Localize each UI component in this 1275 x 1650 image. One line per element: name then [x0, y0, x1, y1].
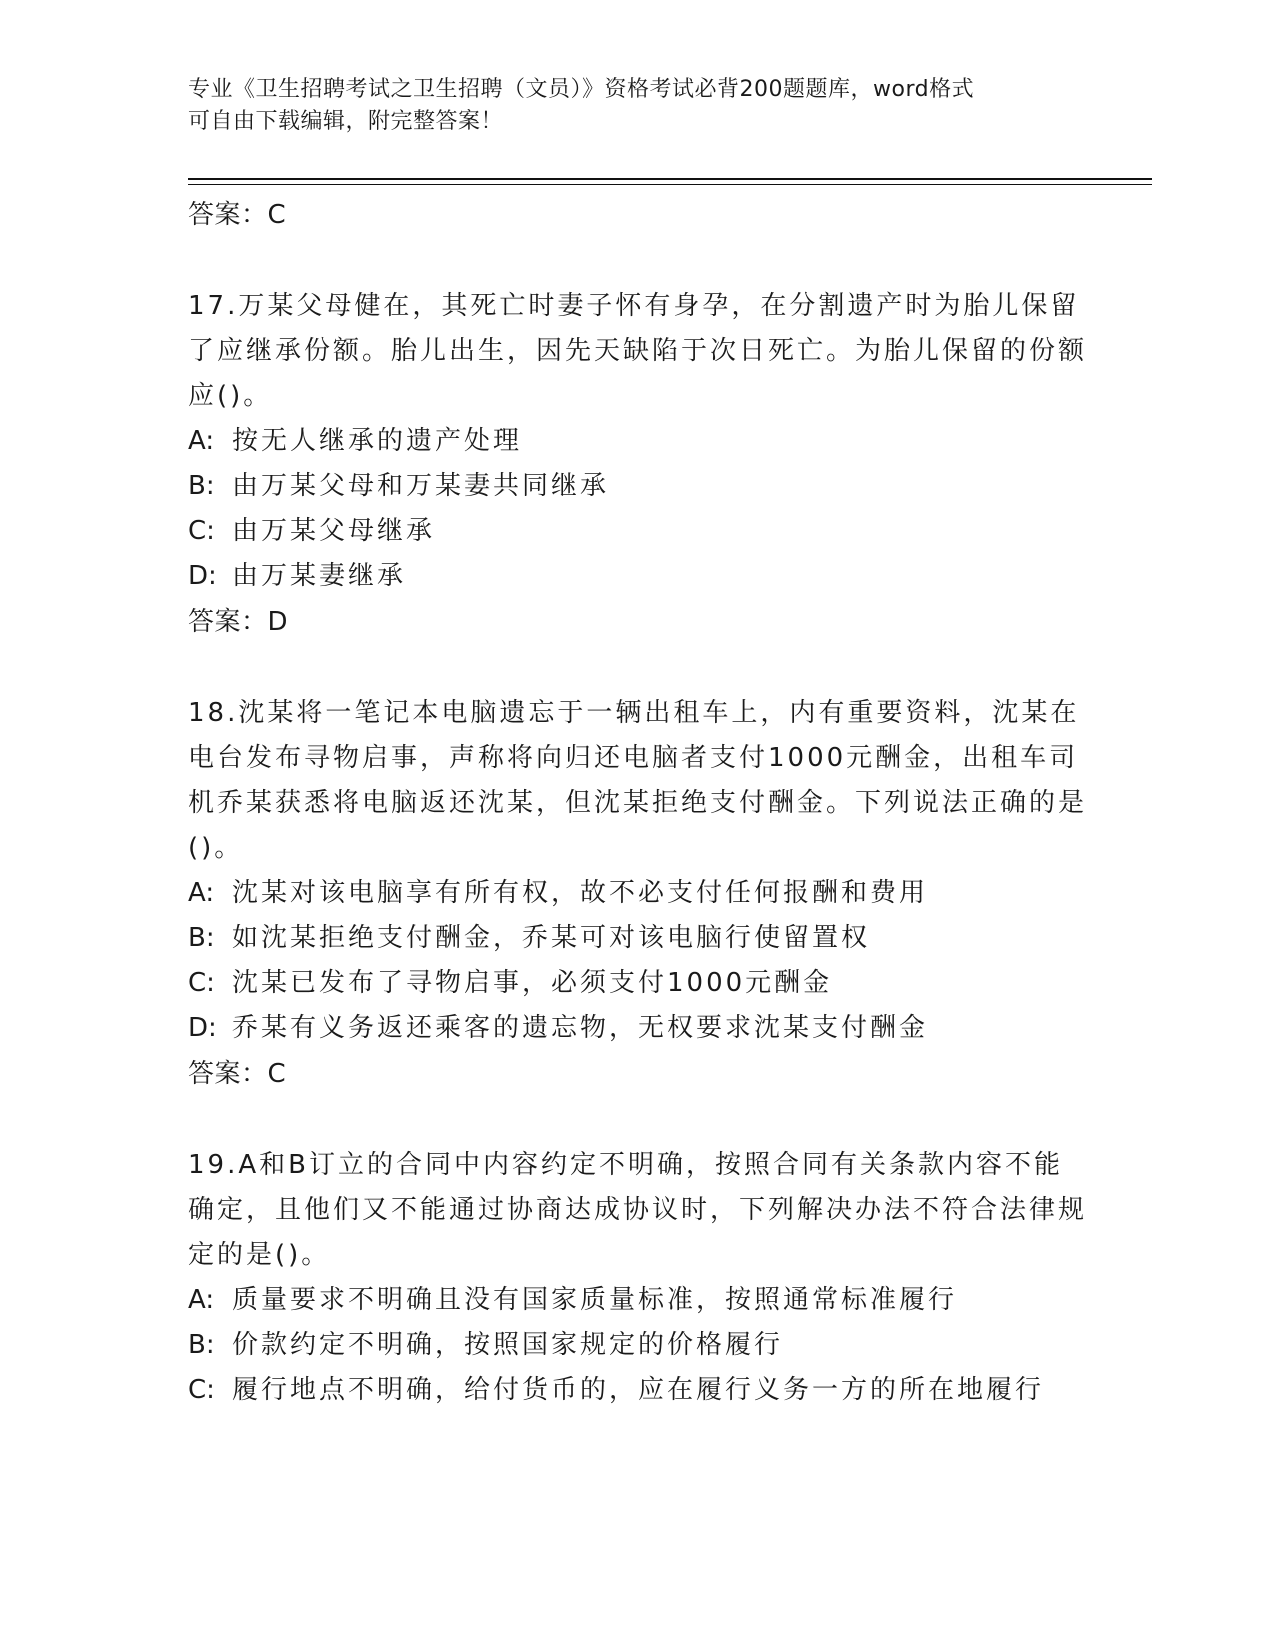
- spacer: [188, 645, 1088, 691]
- header-divider-thick: [188, 178, 1152, 180]
- option-letter: B:: [188, 1330, 215, 1360]
- page-header: [188, 74, 1078, 138]
- option-letter: A:: [188, 878, 215, 908]
- option-d: [188, 554, 1088, 599]
- option-letter: D:: [188, 561, 217, 591]
- option-letter: C:: [188, 1375, 215, 1405]
- option-c: [188, 1368, 1088, 1413]
- option-text: 价款约定不明确，按照国家规定的价格履行: [232, 1330, 784, 1360]
- option-a: [188, 871, 1088, 916]
- option-letter: B:: [188, 471, 215, 501]
- question-stem: 19.A和B订立的合同中内容约定不明确，按照合同有关条款内容不能确定，且他们又不能通过协商达成协议时，下列解决办法不符合法律规定的是()。: [188, 1150, 1088, 1270]
- option-letter: A:: [188, 1285, 215, 1315]
- option-text: 乔某有义务返还乘客的遗忘物，无权要求沈某支付酬金: [232, 1013, 929, 1043]
- option-letter: D:: [188, 1013, 217, 1043]
- option-text: 由万某妻继承: [232, 561, 407, 591]
- option-text: 如沈某拒绝支付酬金，乔某可对该电脑行使留置权: [232, 923, 871, 953]
- option-letter: A:: [188, 426, 215, 456]
- option-text: 由万某父母继承: [232, 516, 436, 546]
- question-18: [188, 691, 1088, 1097]
- option-b: [188, 916, 1088, 961]
- option-letter: C:: [188, 968, 215, 998]
- option-text: 质量要求不明确且没有国家质量标准，按照通常标准履行: [232, 1285, 958, 1315]
- option-text: 沈某已发布了寻物启事，必须支付1000元酬金: [232, 968, 833, 998]
- option-text: 沈某对该电脑享有所有权，故不必支付任何报酬和费用: [232, 878, 929, 908]
- answer-line: 答案：D: [188, 607, 289, 637]
- document-body: [188, 192, 1088, 1413]
- header-line-2: 可自由下载编辑，附完整答案！: [188, 109, 504, 134]
- option-a: [188, 419, 1088, 464]
- answer-line: 答案：C: [188, 1059, 287, 1089]
- option-text: 履行地点不明确，给付货币的，应在履行义务一方的所在地履行: [232, 1375, 1045, 1405]
- question-stem: 17.万某父母健在，其死亡时妻子怀有身孕，在分割遗产时为胎儿保留了应继承份额。胎儿出生，因先天缺陷于次日死亡。为胎儿保留的份额应()。: [188, 291, 1088, 411]
- option-d: [188, 1006, 1088, 1051]
- option-text: 按无人继承的遗产处理: [232, 426, 523, 456]
- option-a: [188, 1278, 1088, 1323]
- header-line-1: 专业《卫生招聘考试之卫生招聘（文员）》资格考试必背200题题库，word格式: [188, 77, 975, 102]
- option-c: [188, 961, 1088, 1006]
- option-b: [188, 464, 1088, 509]
- option-b: [188, 1323, 1088, 1368]
- option-c: [188, 509, 1088, 554]
- option-letter: C:: [188, 516, 215, 546]
- question-19: [188, 1143, 1088, 1413]
- spacer: [188, 1097, 1088, 1143]
- spacer: [188, 238, 1088, 284]
- option-letter: B:: [188, 923, 215, 953]
- previous-answer: 答案：C: [188, 200, 287, 230]
- option-text: 由万某父母和万某妻共同继承: [232, 471, 610, 501]
- header-divider-thin: [188, 184, 1152, 185]
- question-stem: 18.沈某将一笔记本电脑遗忘于一辆出租车上，内有重要资料，沈某在电台发布寻物启事，声称将向归还电脑者支付1000元酬金，出租车司机乔某获悉将电脑返还沈某，但沈某拒绝支付酬金。下列说法正确的是()。: [188, 698, 1088, 863]
- question-17: [188, 284, 1088, 645]
